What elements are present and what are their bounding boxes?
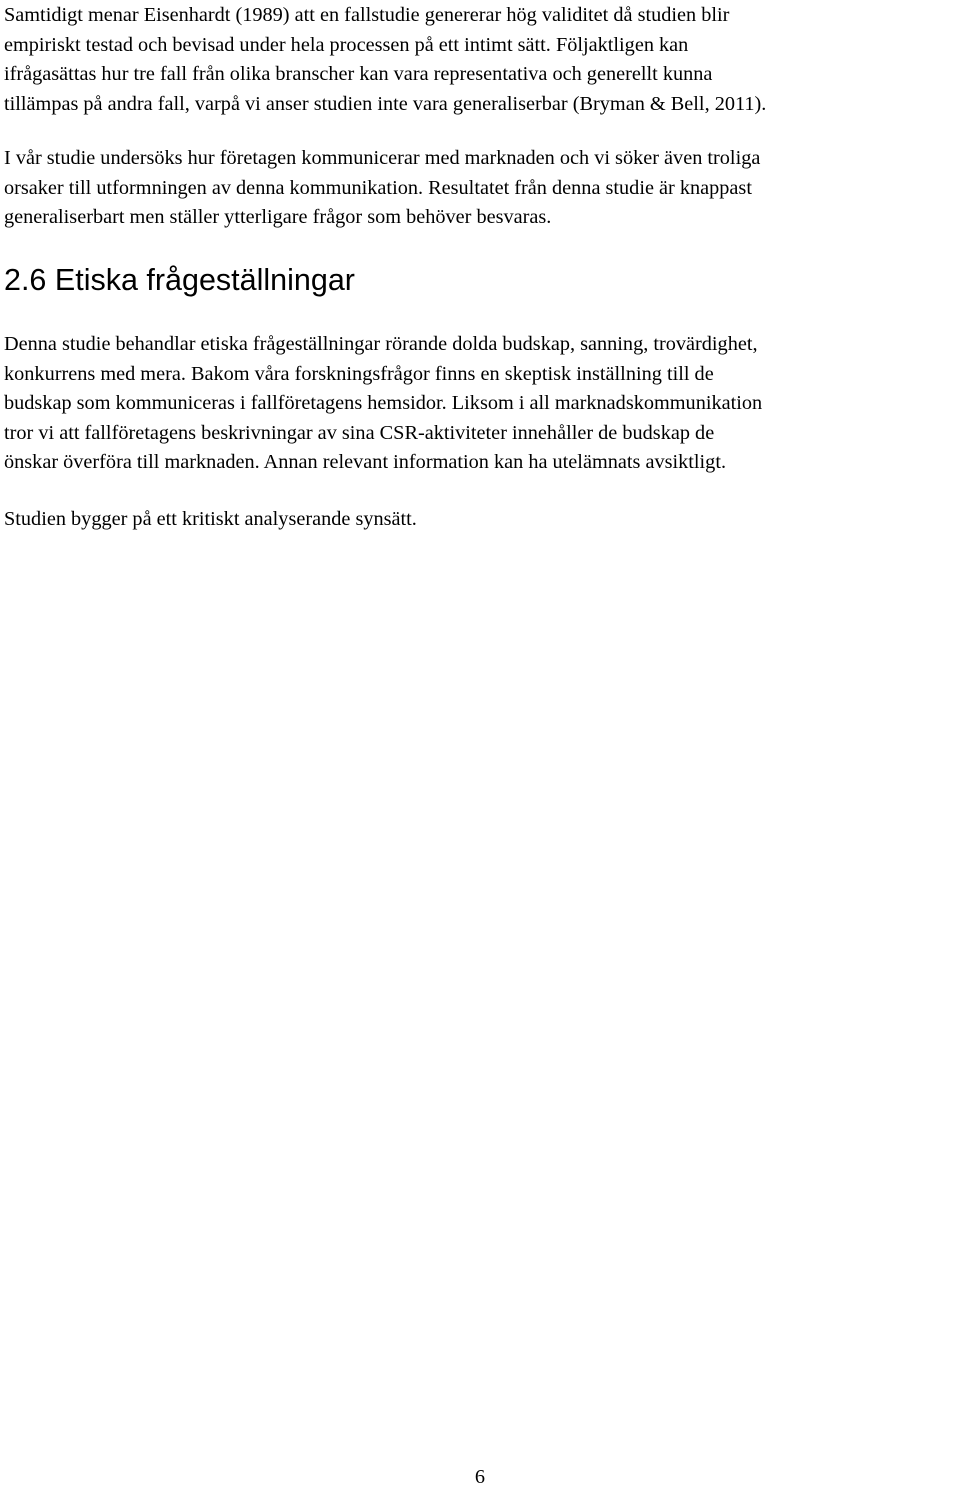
- paragraph-generalizability: [4, 1, 766, 119]
- text-line: generaliserbart men ställer ytterligare frågor som behöver besvaras.: [4, 206, 552, 229]
- section-heading: 2.6 Etiska frågeställningar: [4, 263, 355, 297]
- text-line: Samtidigt menar Eisenhardt (1989) att en fallstudie genererar hög validitet då studien blir: [4, 4, 730, 26]
- text-line: orsaker till utformningen av denna kommunikation. Resultatet från denna studie är knappast: [4, 176, 752, 199]
- text-line: konkurrens med mera. Bakom våra forskningsfrågor finns en skeptisk inställning till de: [4, 362, 714, 385]
- text-line: budskap som kommuniceras i fallföretagens hemsidor. Liksom i all marknadskommunikation: [4, 392, 763, 415]
- text-line: empiriskt testad och bevisad under hela processen på ett intimt sätt. Följaktligen kan: [4, 33, 689, 56]
- text-line: I vår studie undersöks hur företagen kommunicerar med marknaden och vi söker även troliga: [4, 147, 761, 169]
- paragraph-critical-approach: [4, 505, 417, 535]
- text-line: tror vi att fallföretagens beskrivningar av sina CSR-aktiviteter innehåller de budskap de: [4, 421, 715, 444]
- paragraph-ethical-questions: [4, 330, 762, 478]
- text-line: Denna studie behandlar etiska frågeställningar rörande dolda budskap, sanning, trovärdighet,: [4, 333, 758, 355]
- text-line: Studien bygger på ett kritiskt analyserande synsätt.: [4, 508, 417, 530]
- text-line: önskar överföra till marknaden. Annan relevant information kan ha utelämnats avsiktligt.: [4, 451, 727, 474]
- text-line: ifrågasättas hur tre fall från olika branscher kan vara representativa och generellt kunna: [4, 63, 713, 86]
- page-number: 6: [474, 1466, 486, 1488]
- paragraph-study-scope: [4, 144, 760, 233]
- text-line: tillämpas på andra fall, varpå vi anser studien inte vara generaliserbar (Bryman & Bell, 2011).: [4, 92, 767, 115]
